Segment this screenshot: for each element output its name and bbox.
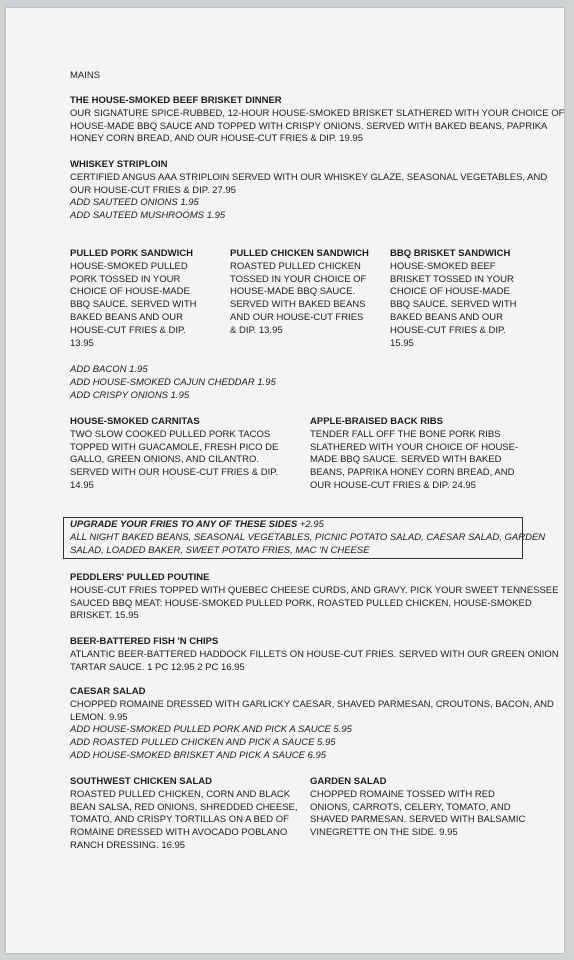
item-desc-line: HOUSE-CUT FRIES & DIP. [390, 324, 506, 336]
item-desc-line: SERVED WITH OUR HOUSE-CUT FRIES & DIP. [70, 467, 278, 479]
item-desc-line: TWO SLOW COOKED PULLED PORK TACOS [70, 428, 271, 440]
item-desc-line: SHAVED PARMESAN. SERVED WITH BALSAMIC [310, 814, 526, 826]
upgrade-sides [70, 519, 545, 557]
item-desc-line: HOUSE-CUT FRIES TOPPED WITH QUEBEC CHEESE CURDS, AND GRAVY. PICK YOUR SWEET TENNESSEE [70, 584, 559, 596]
sandwich-addons [70, 364, 276, 402]
item-title: HOUSE-SMOKED CARNITAS [70, 416, 200, 427]
item-desc-line: ROASTED PULLED CHICKEN, CORN AND BLACK [70, 788, 291, 800]
menu-item-southwest-salad [70, 776, 298, 853]
menu-item-pulled-chicken [230, 248, 369, 338]
upgrade-line: ALL NIGHT BAKED BEANS, SEASONAL VEGETABLES, PICNIC POTATO SALAD, CAESAR SALAD, GARDEN [70, 531, 546, 543]
item-desc-line: HOUSE-CUT FRIES & DIP. [70, 324, 186, 336]
item-desc-line: HOUSE-SMOKED PULLED [70, 260, 188, 272]
item-desc-line: OUR SIGNATURE SPICE-RUBBED, 12-HOUR HOUSE-SMOKED BRISKET SLATHERED WITH YOUR CHOICE OF [70, 107, 565, 119]
menu-item-striploin [70, 159, 547, 223]
item-desc-line: ATLANTIC BEER-BATTERED HADDOCK FILLETS ON HOUSE-CUT FRIES. SERVED WITH OUR GREEN ONION [70, 648, 559, 660]
upgrade-line: SALAD, LOADED BAKER, SWEET POTATO FRIES, MAC 'N CHEESE [70, 544, 370, 556]
item-desc-line: HONEY CORN BREAD, AND OUR HOUSE-CUT FRIES & DIP. 19.95 [70, 133, 363, 145]
menu-item-pulled-pork [70, 248, 197, 350]
item-desc-line: GALLO, GREEN ONIONS, AND CILANTRO. [70, 454, 259, 466]
item-title: GARDEN SALAD [310, 776, 387, 787]
item-desc-line: SERVED WITH BAKED BEANS [230, 299, 366, 311]
item-addon: ADD CRISPY ONIONS 1.95 [70, 389, 190, 401]
item-desc-line: SAUCED BBQ MEAT: HOUSE-SMOKED PULLED PORK, ROASTED PULLED CHICKEN, HOUSE-SMOKED [70, 597, 532, 609]
menu-item-carnitas [70, 416, 278, 493]
item-desc-line: AND OUR HOUSE-CUT FRIES [230, 311, 364, 323]
item-desc-line: MADE BBQ SAUCE. SERVED WITH BAKED [310, 454, 502, 466]
item-addon: ADD BACON 1.95 [70, 364, 148, 375]
section-heading: MAINS [70, 70, 101, 81]
item-desc-line: OUR HOUSE-CUT FRIES & DIP. 27.95 [70, 184, 236, 196]
item-desc-line: SLATHERED WITH YOUR CHOICE OF HOUSE- [310, 441, 519, 453]
upgrade-title: UPGRADE YOUR FRIES TO ANY OF THESE SIDES [70, 519, 298, 530]
item-desc-line: VINEGRETTE ON THE SIDE. 9.95 [310, 827, 458, 839]
item-title: THE HOUSE-SMOKED BEEF BRISKET DINNER [70, 95, 282, 106]
item-desc-line: CHOPPED ROMAINE TOSSED WITH RED [310, 788, 495, 800]
item-desc-line: & DIP. 13.95 [230, 324, 283, 336]
item-title: BEER-BATTERED FISH 'N CHIPS [70, 636, 219, 647]
item-addon: ADD HOUSE-SMOKED BRISKET AND PICK A SAUCE 6.95 [70, 749, 327, 761]
item-title: PEDDLERS' PULLED POUTINE [70, 572, 210, 583]
menu-item-bbq-brisket [390, 248, 517, 350]
item-desc-line: BRISKET. 15.95 [70, 610, 139, 622]
item-desc-line: LEMON. 9.95 [70, 711, 128, 723]
item-title: APPLE-BRAISED BACK RIBS [310, 416, 444, 427]
item-desc-line: BAKED BEANS AND OUR [70, 311, 183, 323]
item-desc-line: HOUSE-MADE BBQ SAUCE. [230, 286, 356, 298]
item-desc-line: TOSSED IN YOUR CHOICE OF [230, 273, 367, 285]
item-title: SOUTHWEST CHICKEN SALAD [70, 776, 212, 787]
item-price: 14.95 [70, 479, 94, 491]
item-desc-line: TENDER FALL OFF THE BONE PORK RIBS [310, 428, 501, 440]
menu-item-brisket-dinner [70, 95, 564, 146]
item-price: 13.95 [70, 337, 94, 349]
item-desc-line: CERTIFIED ANGUS AAA STRIPLOIN SERVED WITH OUR WHISKEY GLAZE, SEASONAL VEGETABLES, AND [70, 171, 548, 183]
item-desc-line: ROASTED PULLED CHICKEN [230, 260, 361, 272]
menu-item-caesar [70, 686, 554, 763]
item-title: CAESAR SALAD [70, 686, 146, 697]
item-title: WHISKEY STRIPLOIN [70, 159, 168, 170]
upgrade-price: +2.95 [299, 519, 324, 530]
item-desc-line: BEANS, PAPRIKA HONEY CORN BREAD, AND [310, 467, 515, 479]
item-addon: ADD SAUTEED MUSHROOMS 1.95 [70, 210, 226, 222]
menu-item-fish-chips [70, 636, 559, 674]
item-desc-line: PORK TOSSED IN YOUR [70, 273, 181, 285]
item-title: PULLED CHICKEN SANDWICH [230, 248, 369, 259]
item-desc-line: ONIONS, CARROTS, CELERY, TOMATO, AND [310, 801, 511, 813]
item-desc-line: CHOICE OF HOUSE-MADE [70, 286, 190, 298]
item-desc-line: BAKED BEANS AND OUR [390, 311, 503, 323]
item-desc-line: BRISKET TOSSED IN YOUR [390, 273, 514, 285]
item-addon: ADD HOUSE-SMOKED PULLED PORK AND PICK A SAUCE 5.95 [70, 724, 352, 736]
item-desc-line: ROMAINE DRESSED WITH AVOCADO POBLANO [70, 827, 288, 839]
item-desc-line: OUR HOUSE-CUT FRIES & DIP. 24.95 [310, 479, 476, 491]
item-desc-line: HOUSE-MADE BBQ SAUCE AND TOPPED WITH CRISPY ONIONS. SERVED WITH BAKED BEANS, PAPRIKA [70, 120, 548, 132]
item-desc-line: TARTAR SAUCE. 1 PC 12.95 2 PC 16.95 [70, 661, 245, 673]
item-desc-line: BBQ SAUCE. SERVED WITH [70, 299, 197, 311]
menu-item-garden-salad [310, 776, 525, 840]
item-desc-line: CHOICE OF HOUSE-MADE [390, 286, 510, 298]
item-addon: ADD ROASTED PULLED CHICKEN AND PICK A SAUCE 5.95 [70, 737, 336, 749]
upgrade-title-line [70, 519, 545, 532]
item-desc-line: BEAN SALSA, RED ONIONS, SHREDDED CHEESE, [70, 801, 298, 813]
item-title: BBQ BRISKET SANDWICH [390, 248, 511, 259]
item-desc-line: TOMATO, AND CRISPY TORTILLAS ON A BED OF [70, 814, 289, 826]
item-desc-line: HOUSE-SMOKED BEEF [390, 260, 496, 272]
item-desc-line: BBQ SAUCE. SERVED WITH [390, 299, 517, 311]
item-addon: ADD HOUSE-SMOKED CAJUN CHEDDAR 1.95 [70, 376, 276, 388]
menu-item-poutine [70, 572, 558, 623]
item-title: PULLED PORK SANDWICH [70, 248, 193, 259]
item-desc-line: RANCH DRESSING. 16.95 [70, 839, 186, 851]
item-addon: ADD SAUTEED ONIONS 1.95 [70, 197, 199, 209]
item-desc-line: TOPPED WITH GUACAMOLE, FRESH PICO DE [70, 441, 279, 453]
item-desc-line: CHOPPED ROMAINE DRESSED WITH GARLICKY CAESAR, SHAVED PARMESAN, CROUTONS, BACON, AND [70, 698, 554, 710]
item-price: 15.95 [390, 337, 414, 349]
menu-item-ribs [310, 416, 518, 493]
